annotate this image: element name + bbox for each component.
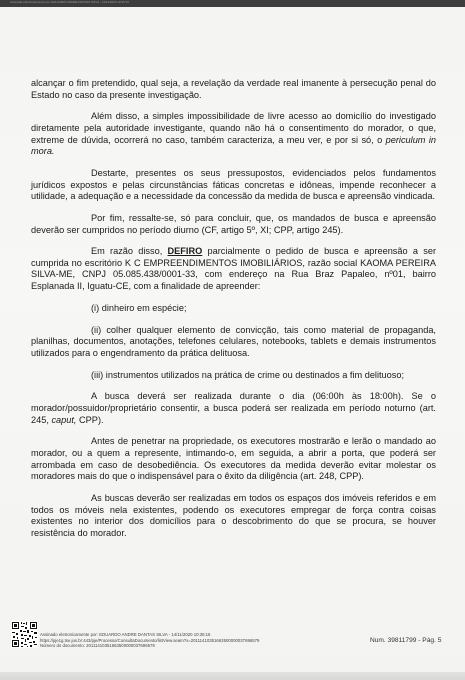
paragraph-5-text: parcialmente o pedido de busca e apreensão a ser cumprida no escritório K C EMPREENDIMENTOS IMOBILIÁRIOS, razão social KAOMA PEREIRA SILVA-ME, CNPJ 05.085.438/0001-33, com endereço na Rua Braz Papaleo, nº01, bairro Esplanada II, Iguatu-CE, com a finalidade de apreender: [31,246,437,292]
list-item-iii: (iii) instrumentos utilizados na prática de crime ou destinados a fim delituoso; [91,369,405,380]
document-number: Número do documento: 20111410351663500000037696579 [40,643,155,649]
signed-by-line: Assinado eletronicamente por: EDUARDO ANDRE DANTAS SILVA - 14/11/2020 10:35:16 [40,632,211,637]
signature-info [40,632,259,649]
paragraph-5 [31,246,436,292]
paragraph-5-lead: Em razão disso, [91,246,163,257]
deferido-word: DEFIRO [167,246,203,257]
page-reference: Num. 39811799 - Pág. 5 [370,637,442,644]
caput-word: caput, [51,414,77,425]
bottom-edge [0,672,465,680]
paragraph-8: As buscas deverão ser realizadas em todos os espaços dos imóveis referidos e em todos os móveis nela existentes, podendo os executores empregar de força contra coisas existentes no interior dos domicílios para o descobrimento do que se procura, se houver resistência do morador. [31,492,436,538]
document-body [31,78,436,549]
qr-code-icon [11,621,38,648]
paragraph-3: Destarte, presentes os seus pressupostos, evidenciados pelos fundamentos jurídicos expostos e pelas circunstâncias fáticas concretas e idôneas, impende reconhecer a utilidade, a adequação e a necessidade da concessão da medida de busca e apreensão vindicada. [31,167,436,202]
paragraph-1: alcançar o fim pretendido, qual seja, a revelação da verdade real imanente à persecução penal do Estado no caso da presente investigação. [31,78,436,100]
periculum-in-mora: periculum in mora. [31,134,436,157]
paragraph-6-end: CPP). [79,414,104,425]
signature-footer [0,618,465,680]
paragraph-2 [31,111,436,157]
document-url[interactable]: https://pje1g.tse.jus.br:443/pje/Processo/ConsultaDocumento/listView.seam?x=20111410351663500000037696579 [40,637,260,643]
paragraph-6-text: A busca deverá ser realizada durante o dia (06:00h às 18:00h). Se o morador/possuidor/proprietário consentir, a busca poderá ser realizada em período noturno (art. 245, [31,391,436,425]
paragraph-2-text: Além disso, a simples impossibilidade de livre acesso ao domicílio do investigado diretamente pela autoridade investigante, quando não há o consentimento do morador, o que, extreme de dúvida, ocorrerá no caso, também caracteriza, a meu ver, e por si só, o [31,111,436,145]
list-item-i: (i) dinheiro em espécie; [91,302,187,313]
paragraph-4: Por fim, ressalte-se, só para concluir, que, os mandados de busca e apreensão deverão ser cumpridos no período diurno (CF, artigo 5º, XI; CPP, artigo 245). [31,212,436,235]
paragraph-6 [31,391,436,426]
header-clipped-text: Assinado eletronicamente por: EDUARDO ANDRE DANTAS SILVA - 14/11/2020 10:35:16 [10,0,130,4]
list-item-ii: (ii) colher qualquer elemento de convicção, tais como material de propaganda, planilhas, documentos, anotações, telefones celulares, notebooks, tablets e demais instrumentos utilizados para o engendramento da prática delituosa. [31,324,436,358]
top-strip [0,0,465,7]
paragraph-7: Antes de penetrar na propriedade, os executores mostrarão e lerão o mandado ao morador, ou a quem a represente, intimando-o, em seguida, a abrir a porta, que poderá ser arrombada em caso de desobediência. Os executores da medida deverão evitar molestar os moradores mais do que o indispensável para o êxito da diligência (art. 248, CPP). [31,436,436,482]
